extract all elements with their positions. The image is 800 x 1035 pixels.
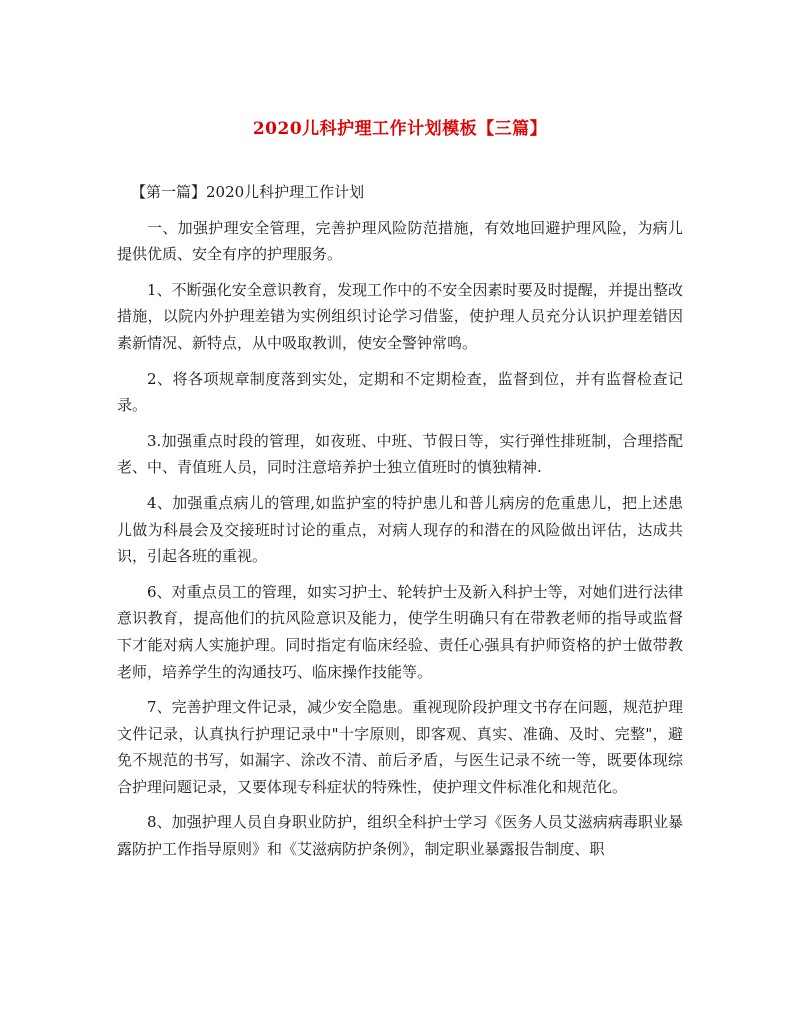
document-body	[117, 179, 683, 863]
paragraph-item-2: 2、将各项规章制度落到实处，定期和不定期检查，监督到位，并有监督检查记录。	[117, 369, 683, 415]
paragraph-item-3: 3.加强重点时段的管理，如夜班、中班、节假日等，实行弹性排班制，合理搭配老、中、青值班人员，同时注意培养护士独立值班时的慎独精神.	[117, 431, 683, 477]
paragraph-item-4: 4、加强重点病儿的管理,如监护室的特护患儿和普儿病房的危重患儿，把上述患儿做为科晨会及交接班时讨论的重点，对病人现存的和潜在的风险做出评估，达成共识，引起各班的重视。	[117, 493, 683, 566]
paragraph-item-8: 8、加强护理人员自身职业防护，组织全科护士学习《医务人员艾滋病病毒职业暴露防护工作指导原则》和《艾滋病防护条例》，制定职业暴露报告制度、职	[117, 813, 683, 859]
paragraph-item-1: 1、不断强化安全意识教育，发现工作中的不安全因素时要及时提醒，并提出整改措施，以院内外护理差错为实例组织讨论学习借鉴，使护理人员充分认识护理差错因素新情况、新特点，从中吸取教训，使安全警钟常鸣。	[117, 280, 683, 352]
section-heading: 【第一篇】2020儿科护理工作计划	[131, 183, 365, 201]
paragraph-item-7: 7、完善护理文件记录，减少安全隐患。重视现阶段护理文书存在问题，规范护理文件记录，认真执行护理记录中"十字原则，即客观、真实、准确、及时、完整"，避免不规范的书写，如漏字、涂改不清、前后矛盾，与医生记录不统一等，既要体现综合护理问题记录，又要体现专科症状的特殊性，使护理文件标准化和规范化。	[117, 698, 683, 796]
paragraph-item-6: 6、对重点员工的管理，如实习护士、轮转护士及新入科护士等，对她们进行法律意识教育，提高他们的抗风险意识及能力，使学生明确只有在带教老师的指导或监督下才能对病人实施护理。同时指定有临床经验、责任心强具有护师资格的护士做带教老师，培养学生的沟通技巧、临床操作技能等。	[117, 582, 683, 681]
paragraph-safety-management: 一、加强护理安全管理，完善护理风险防范措施，有效地回避护理风险，为病儿提供优质、安全有序的护理服务。	[117, 218, 683, 264]
document-title: 2020儿科护理工作计划模板【三篇】	[252, 119, 548, 139]
